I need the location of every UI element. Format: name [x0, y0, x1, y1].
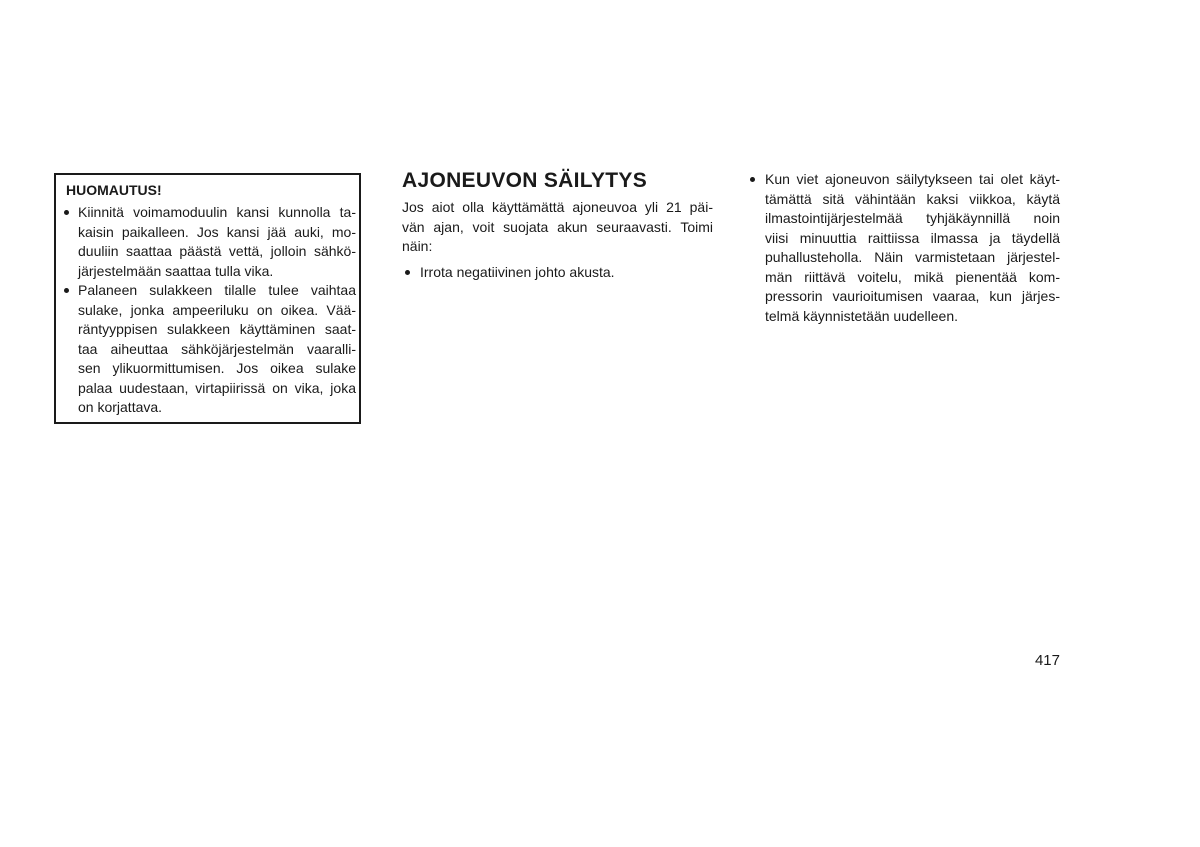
text-line: vän ajan, voit suojata akun seuraavasti. Toimi: [402, 218, 713, 235]
note-item: [64, 203, 356, 281]
text-line: män riittävä voitelu, mikä pienentää kom-: [765, 268, 1060, 285]
note-item: [64, 281, 356, 418]
text-line: pressorin vaurioitumisen vaaraa, kun järjes-: [765, 288, 1060, 304]
text-line: näin:: [402, 238, 433, 254]
text-line: järjestelmään saattaa tulla vika.: [78, 262, 274, 279]
text-line: palaa uudestaan, virtapiirissä on vika, joka: [78, 379, 356, 396]
section-intro: [402, 198, 713, 257]
text-line: Jos aiot olla käyttämättä ajoneuvoa yli 21 päi-: [402, 199, 713, 215]
bullet-icon: [64, 210, 69, 215]
section-heading: AJONEUVON SÄILYTYS: [402, 169, 648, 192]
text-line: sulake, jonka ampeeriluku on oikea. Vää-: [78, 301, 356, 318]
text-line: kaisin paikalleen. Jos kansi jää auki, mo-: [78, 223, 356, 240]
note-box: [54, 173, 361, 424]
text-line: taa aiheuttaa sähköjärjestelmän vaaralli-: [78, 340, 356, 357]
text-line: Irrota negatiivinen johto akusta.: [420, 263, 615, 280]
right-bullet-list: [750, 170, 1060, 326]
text-line: puhallusteholla. Näin varmistetaan järjestel-: [765, 249, 1060, 265]
bullet-icon: [64, 288, 69, 293]
text-line: Kiinnitä voimamoduulin kansi kunnolla ta-: [78, 204, 356, 220]
list-item: [750, 170, 1060, 326]
section-bullet-list: [402, 263, 713, 283]
text-line: sen ylikuormittumisen. Jos oikea sulake: [78, 360, 356, 376]
text-line: viisi minuuttia raittiissa ilmassa ja täydellä: [765, 229, 1060, 246]
page-number: 417: [1034, 652, 1060, 669]
text-line: duuliin saattaa päästä vettä, jolloin sähkö-: [78, 243, 356, 259]
right-column: [750, 170, 1060, 326]
text-line: Palaneen sulakkeen tilalle tulee vaihtaa: [78, 282, 356, 298]
text-line: telmä käynnistetään uudelleen.: [765, 307, 959, 324]
note-list: [64, 203, 356, 418]
text-line: Kun viet ajoneuvon säilytykseen tai olet käyt-: [765, 171, 1060, 187]
bullet-icon: [750, 177, 755, 182]
text-line: tämättä sitä vähintään kaksi viikkoa, käytä: [765, 190, 1060, 207]
bullet-icon: [405, 270, 410, 275]
text-line: ilmastointijärjestelmää tyhjäkäynnillä noin: [765, 210, 1060, 226]
text-line: räntyyppisen sulakkeen käyttäminen saat-: [78, 321, 356, 337]
note-title: HUOMAUTUS!: [66, 182, 162, 198]
list-item: [402, 263, 713, 283]
text-line: on korjattava.: [78, 399, 163, 415]
section-storage: [402, 168, 713, 282]
